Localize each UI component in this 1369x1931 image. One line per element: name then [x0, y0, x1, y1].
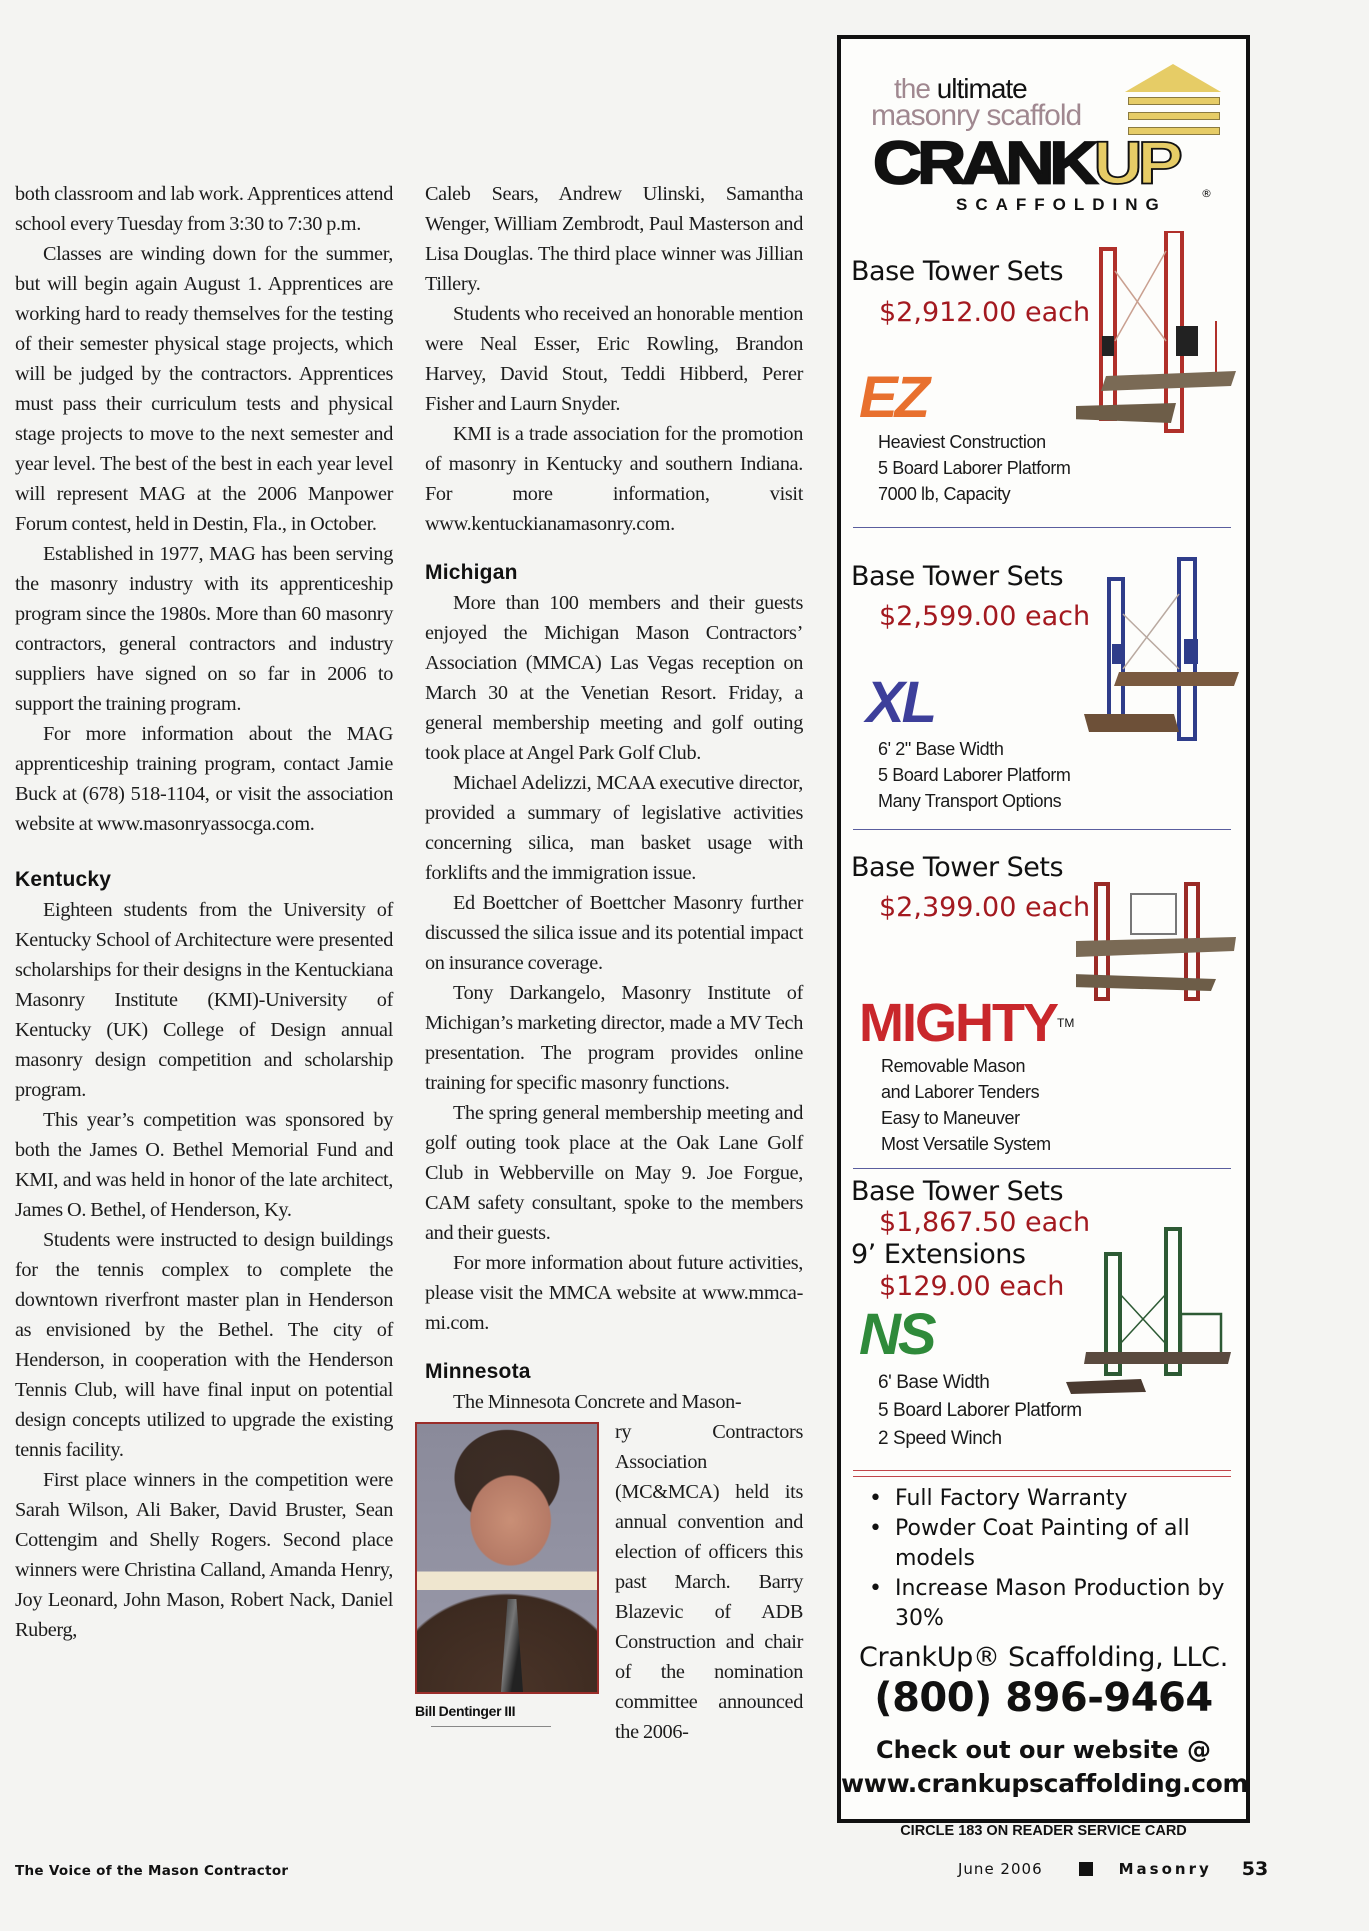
tie-shape: [501, 1599, 523, 1692]
extension-title: 9’ Extensions: [851, 1239, 1026, 1270]
logo-bar: [1128, 97, 1220, 105]
reader-service-note: CIRCLE 183 ON READER SERVICE CARD: [900, 1823, 1187, 1839]
website-link[interactable]: www.crankupscaffolding.com: [841, 1769, 1249, 1798]
logo-wordmark: CRANKUP: [873, 129, 1179, 197]
product-price: $2,912.00 each: [879, 297, 1091, 328]
paragraph: More than 100 members and their guests enjoyed the Michigan Mason Contractors’ Association (MMCA) Las Vegas reception on March 30 at the Venetian Resort. Friday, a general membership meeting and golf outing took place at Angel Park Golf Club.: [425, 592, 803, 764]
product-price: $2,399.00 each: [879, 892, 1091, 923]
paragraph: For more information about the MAG apprenticeship training program, contact Jamie Buck at (678) 518-1104, or visit the association website at www.masonryassocga.com.: [15, 723, 393, 835]
product-price: $2,599.00 each: [879, 601, 1091, 632]
scaffold-tower-icon: [1076, 231, 1241, 456]
logo-tagline: the ultimate: [894, 73, 1027, 104]
product-title: Base Tower Sets: [851, 852, 1064, 883]
company-name: CrankUp® Scaffolding, LLC.: [858, 1642, 1229, 1673]
paragraph: Michael Adelizzi, MCAA executive director, provided a summary of legislative activities concerning silica, man basket usage with forklifts and the immigration issue.: [425, 772, 803, 884]
benefit-item: • Powder Coat Painting of all models: [851, 1514, 1231, 1574]
section-divider: [853, 829, 1231, 830]
product-title: Base Tower Sets: [851, 256, 1064, 287]
paragraph: For more information about future activities, please visit the MMCA website at www.mmca-mi.com.: [425, 1252, 803, 1334]
crankup-advertisement: [837, 35, 1250, 1823]
logo-bar: [1128, 112, 1220, 120]
paragraph: This year’s competition was sponsored by both the James O. Bethel Memorial Fund and KMI, and was held in honor of the late architect, James O. Bethel, of Henderson, Ky.: [15, 1109, 393, 1221]
website-cta: Check out our website @: [876, 1736, 1211, 1764]
product-features: Heaviest Construction 5 Board Laborer Platform 7000 lb, Capacity: [878, 432, 1071, 504]
section-heading-michigan: Michigan: [425, 561, 518, 584]
roof-icon: [1125, 64, 1221, 92]
model-name: EZ: [859, 365, 928, 430]
registered-mark: ®: [1201, 187, 1212, 200]
paragraph: Students who received an honorable mention were Neal Esser, Eric Rowling, Brandon Harvey, David Stout, Teddi Hibberd, Perer Fisher and Laurn Snyder.: [425, 303, 803, 415]
paragraph: Ed Boettcher of Boettcher Masonry further discussed the silica issue and its potential impact on insurance coverage.: [425, 892, 803, 974]
photo-caption: Bill Dentinger III: [415, 1703, 516, 1719]
paragraph: The spring general membership meeting and golf outing took place at the Oak Lane Golf Club in Webberville on May 9. Joe Forgue, CAM safety consultant, spoke to the members and their guests.: [425, 1102, 803, 1244]
article-column-1: [15, 179, 393, 1645]
magazine-name: Masonry: [1118, 1860, 1212, 1878]
caption-divider: [431, 1726, 551, 1727]
paragraph: KMI is a trade association for the promotion of masonry in Kentucky and southern Indiana. For more information, visit www.kentuckianamasonry.com.: [425, 423, 803, 535]
logo-tagline-2: masonry scaffold: [871, 99, 1082, 132]
section-divider: [853, 1470, 1231, 1471]
footer-folio: [958, 1858, 1268, 1880]
model-name: MIGHTY™: [859, 993, 1075, 1053]
crankup-logo: [841, 39, 1246, 219]
product-features: 6' Base Width 5 Board Laborer Platform 2 Speed Winch: [878, 1372, 1082, 1449]
section-divider: [853, 1168, 1231, 1169]
article-column-2: [415, 179, 803, 1747]
product-title: Base Tower Sets: [851, 1176, 1064, 1207]
issue-date: June 2006: [958, 1860, 1043, 1878]
paragraph: Eighteen students from the University of Kentucky School of Architecture were presented scholarships for their designs in the Kentuckiana Masonry Institute (KMI)-University of Kentucky (UK) College of Design annual masonry design competition and scholarship program.: [15, 899, 393, 1101]
footer-tagline: The Voice of the Mason Contractor: [15, 1863, 289, 1879]
paragraph: Caleb Sears, Andrew Ulinski, Samantha Wenger, William Zembrodt, Paul Masterson and Lisa Douglas. The third place winner was Jillian Tillery.: [425, 183, 803, 295]
page-number: 53: [1241, 1858, 1269, 1880]
model-name: XL: [866, 670, 935, 735]
scaffold-tower-icon: [1084, 554, 1244, 764]
minnesota-wrap: [415, 1417, 803, 1747]
benefit-list: [851, 1484, 1231, 1634]
section-divider: [853, 527, 1231, 528]
paragraph: Classes are winding down for the summer, but will begin again August 1. Apprentices are working hard to ready themselves for the testing of their semester physical stage projects, which will be judged by the contractors. Apprentices must pass their curriculum tests and physical stage projects to move to the next semester and year level. The best of the best in each year level will represent MAG at the 2006 Manpower Forum contest, held in Destin, Fla., in October.: [15, 243, 393, 535]
product-features: Removable Mason and Laborer Tenders Easy to Maneuver Most Versatile System: [881, 1056, 1051, 1154]
paragraph: ry Contractors Association (MC&MCA) held its annual convention and election of officers this past March. Barry Blazevic of ADB Construction and chair of the nomination committee announced the 2006-: [615, 1421, 803, 1743]
model-name: NS: [859, 1302, 934, 1367]
paragraph: Established in 1977, MAG has been serving the masonry industry with its apprenticeship program since the 1980s. More than 60 masonry contractors, general contractors and industry suppliers have signed on so far in 2006 to support the training program.: [15, 543, 393, 715]
portrait-photo: [415, 1422, 599, 1694]
product-title: Base Tower Sets: [851, 561, 1064, 592]
section-heading-kentucky: Kentucky: [15, 868, 112, 891]
benefit-item: • Increase Mason Production by 30%: [851, 1574, 1231, 1634]
extension-price: $129.00 each: [879, 1271, 1065, 1302]
paragraph: Tony Darkangelo, Masonry Institute of Michigan’s marketing director, made a MV Tech presentation. The program provides online training for specific masonry functions.: [425, 982, 803, 1094]
paragraph: First place winners in the competition were Sarah Wilson, Ali Baker, David Bruster, Sean Cottengim and Shelly Rogers. Second place winners were Christina Calland, Amanda Henry, Joy Leonard, John Mason, Robert Nack, Daniel Ruberg,: [15, 1469, 393, 1641]
phone-number[interactable]: (800) 896-9464: [874, 1675, 1213, 1721]
product-price: $1,867.50 each: [879, 1207, 1091, 1238]
section-divider: [853, 1476, 1231, 1477]
paragraph: both classroom and lab work. Apprentices attend school every Tuesday from 3:30 to 7:30 p.m.: [15, 183, 393, 235]
scaffold-tower-icon: [1066, 1224, 1236, 1394]
scaffold-tower-icon: [1076, 879, 1241, 1009]
product-features: 6' 2" Base Width 5 Board Laborer Platform Many Transport Options: [878, 739, 1071, 811]
section-heading-minnesota: Minnesota: [425, 1360, 531, 1383]
paragraph-lead: The Minnesota Concrete and Mason-: [453, 1391, 742, 1413]
benefit-item: • Full Factory Warranty: [851, 1484, 1231, 1514]
logo-subtitle: SCAFFOLDING: [956, 195, 1167, 214]
photo-figure: [415, 1422, 603, 1727]
paragraph: Students were instructed to design buildings for the tennis complex to complete the downtown riverfront master plan in Henderson as envisioned by the Bethel. The city of Henderson, in cooperation with the Henderson Tennis Club, will have final input on potential design concepts utilized to upgrade the existing tennis facility.: [15, 1229, 393, 1461]
square-bullet-icon: [1079, 1862, 1093, 1876]
